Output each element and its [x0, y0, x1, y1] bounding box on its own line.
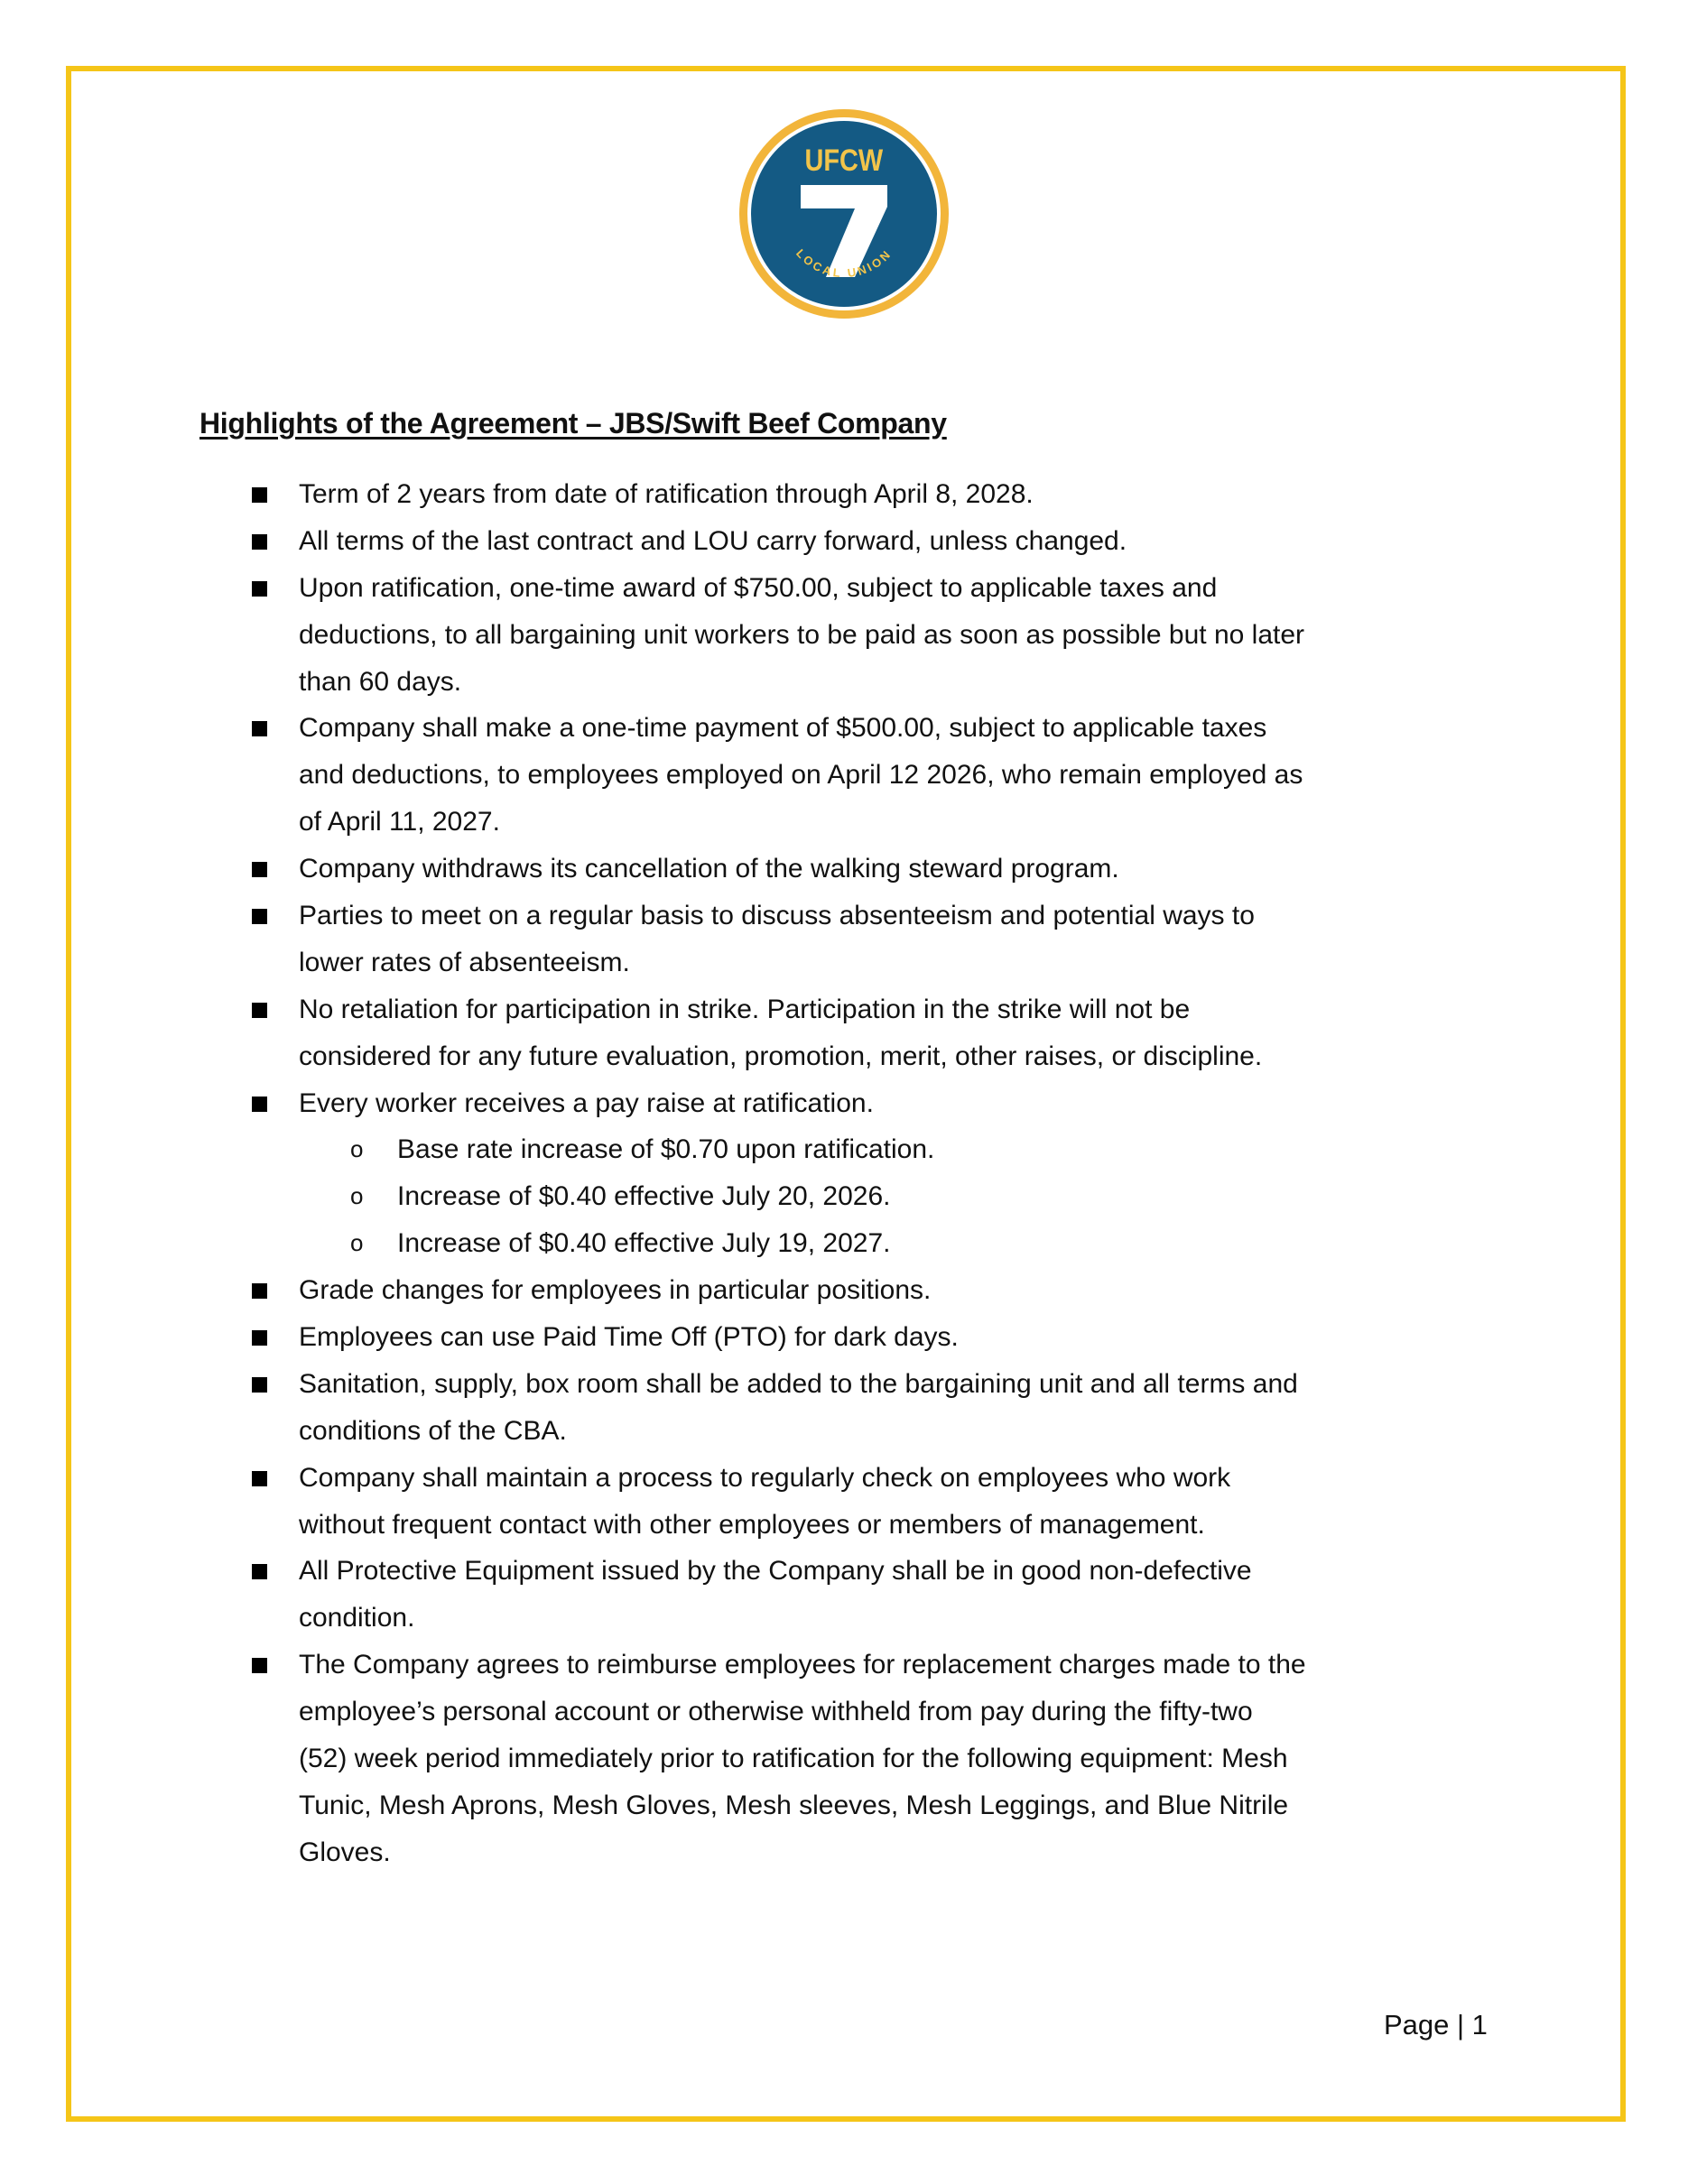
list-item-text: of April 11, 2027.	[299, 807, 500, 838]
list-item-text: Company withdraws its cancellation of the walking steward program.	[299, 854, 1119, 884]
square-bullet-icon	[252, 909, 267, 924]
list-item-line	[0, 612, 1688, 659]
sub-list-item-text: Increase of $0.40 effective July 19, 2027.	[397, 1228, 891, 1259]
list-item-line	[0, 1408, 1688, 1455]
square-bullet-icon	[252, 1377, 267, 1393]
list-item-line	[0, 1595, 1688, 1642]
list-item-line	[0, 705, 1688, 752]
list-item-line	[0, 518, 1688, 565]
sub-list-item-text: Base rate increase of $0.70 upon ratification.	[397, 1134, 935, 1165]
list-item-text: Gloves.	[299, 1837, 391, 1867]
list-item-line	[0, 893, 1688, 939]
sub-list-item-text: Increase of $0.40 effective July 20, 2026.	[397, 1181, 891, 1212]
square-bullet-icon	[252, 1658, 267, 1673]
list-item-text: Company shall make a one-time payment of $500.00, subject to applicable taxes	[299, 713, 1267, 744]
list-item-text: Term of 2 years from date of ratification through April 8, 2028.	[299, 479, 1034, 509]
square-bullet-icon	[252, 1471, 267, 1486]
list-item-text: No retaliation for participation in strike. Participation in the strike will not be	[299, 994, 1191, 1024]
page-number: Page | 1	[1384, 2009, 1488, 2041]
list-item-line	[0, 1689, 1688, 1735]
sub-list-item	[0, 1126, 1688, 1173]
document-title: Highlights of the Agreement – JBS/Swift Beef Company	[199, 407, 947, 440]
list-item-line	[0, 1502, 1688, 1549]
circle-bullet-icon: o	[350, 1182, 364, 1210]
list-item-text: Grade changes for employees in particular positions.	[299, 1275, 932, 1306]
list-item-line	[0, 799, 1688, 846]
svg-text:UFCW: UFCW	[804, 142, 884, 178]
list-item-line	[0, 1782, 1688, 1829]
list-item-line	[0, 1361, 1688, 1408]
list-item-line	[0, 471, 1688, 518]
list-item-text: (52) week period immediately prior to ratification for the following equipment: Mesh	[299, 1744, 1288, 1774]
square-bullet-icon	[252, 1564, 267, 1579]
list-item-text: deductions, to all bargaining unit workers to be paid as soon as possible but no later	[299, 619, 1305, 650]
list-item-line	[0, 1033, 1688, 1080]
list-item-text: than 60 days.	[299, 666, 462, 697]
list-item-line	[0, 1735, 1688, 1782]
list-item-text: Employees can use Paid Time Off (PTO) for dark days.	[299, 1322, 959, 1353]
list-item-text: All terms of the last contract and LOU carry forward, unless changed.	[299, 525, 1127, 556]
list-item-text: conditions of the CBA.	[299, 1415, 567, 1446]
list-item-text: Company shall maintain a process to regularly check on employees who work	[299, 1462, 1231, 1493]
square-bullet-icon	[252, 534, 267, 550]
list-item-line	[0, 1455, 1688, 1502]
list-item-line	[0, 1548, 1688, 1595]
list-item-text: and deductions, to employees employed on April 12 2026, who remain employed as	[299, 760, 1303, 791]
list-item-line	[0, 1080, 1688, 1127]
list-item-line	[0, 659, 1688, 706]
list-item-line	[0, 846, 1688, 893]
square-bullet-icon	[252, 862, 267, 877]
list-item-text: condition.	[299, 1603, 415, 1633]
list-item-text: Sanitation, supply, box room shall be added to the bargaining unit and all terms and	[299, 1368, 1298, 1399]
highlights-list	[0, 471, 1688, 1876]
svg-text:LOCAL UNION: LOCAL UNION	[793, 245, 895, 281]
ufcw-local-7-logo	[736, 106, 952, 322]
list-item-line	[0, 1829, 1688, 1876]
square-bullet-icon	[252, 487, 267, 503]
list-item-text: Tunic, Mesh Aprons, Mesh Gloves, Mesh sleeves, Mesh Leggings, and Blue Nitrile	[299, 1790, 1289, 1820]
list-item-line	[0, 752, 1688, 799]
list-item-text: Upon ratification, one-time award of $750.00, subject to applicable taxes and	[299, 572, 1218, 603]
list-item-text: Parties to meet on a regular basis to discuss absenteeism and potential ways to	[299, 901, 1255, 931]
list-item-line	[0, 1314, 1688, 1361]
list-item-text: without frequent contact with other employees or members of management.	[299, 1509, 1205, 1540]
list-item-text: The Company agrees to reimburse employees for replacement charges made to the	[299, 1650, 1306, 1680]
list-item-line	[0, 986, 1688, 1033]
list-item-text: considered for any future evaluation, promotion, merit, other raises, or discipline.	[299, 1041, 1263, 1071]
list-item-line	[0, 565, 1688, 612]
sub-list-item	[0, 1220, 1688, 1267]
circle-bullet-icon: o	[350, 1135, 364, 1163]
list-item-line	[0, 1267, 1688, 1314]
sub-list-item	[0, 1173, 1688, 1220]
list-item-text: Every worker receives a pay raise at ratification.	[299, 1087, 874, 1118]
list-item-text: employee’s personal account or otherwise withheld from pay during the fifty-two	[299, 1697, 1253, 1727]
list-item-text: lower rates of absenteeism.	[299, 947, 630, 977]
square-bullet-icon	[252, 1003, 267, 1018]
square-bullet-icon	[252, 1097, 267, 1112]
list-item-line	[0, 1642, 1688, 1689]
square-bullet-icon	[252, 1330, 267, 1346]
square-bullet-icon	[252, 1283, 267, 1299]
list-item-line	[0, 939, 1688, 986]
square-bullet-icon	[252, 581, 267, 597]
square-bullet-icon	[252, 721, 267, 736]
circle-bullet-icon: o	[350, 1229, 364, 1257]
list-item-text: All Protective Equipment issued by the Company shall be in good non-defective	[299, 1556, 1252, 1587]
